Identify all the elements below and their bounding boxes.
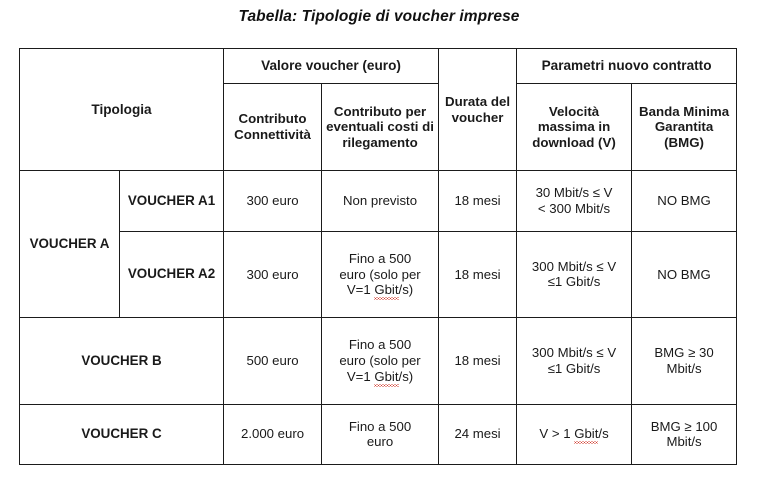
header-valore-voucher: Valore voucher (euro) — [224, 49, 439, 84]
rilegamento-b-line3 — [347, 369, 413, 384]
velocita-c-line — [539, 426, 608, 441]
row-sublabel-voucher-a1: VOUCHER A1 — [120, 171, 224, 231]
rilegamento-b-line3-post: /s) — [398, 368, 414, 384]
page-title: Tabella: Tipologie di voucher imprese — [238, 8, 520, 25]
rilegamento-a2-line3 — [347, 282, 413, 297]
header-banda-minima-garantita: Banda Minima Garantita (BMG) — [632, 84, 737, 171]
cell-bmg-a1: NO BMG — [632, 171, 737, 231]
cell-durata-a2: 18 mesi — [439, 231, 517, 317]
rilegamento-c-line1: Fino a 500 — [348, 418, 412, 434]
voucher-table-container — [19, 48, 736, 465]
bmg-b-line2: Mbit/s — [666, 360, 702, 376]
row-group-label-voucher-a: VOUCHER A — [20, 171, 120, 318]
header-contributo-rilegamento: Contributo per eventuali costi di rilegamento — [322, 84, 439, 171]
cell-durata-a1: 18 mesi — [439, 171, 517, 231]
cell-velocita-b — [517, 318, 632, 404]
cell-costi-rilegamento-a1: Non previsto — [322, 171, 439, 231]
velocita-b-line2: ≤1 Gbit/s — [547, 360, 601, 376]
header-parametri-nuovo-contratto: Parametri nuovo contratto — [517, 49, 737, 84]
velocita-a1-line1: 30 Mbit/s ≤ V — [535, 185, 613, 201]
rilegamento-b-line1: Fino a 500 — [348, 337, 412, 353]
rilegamento-b-line2: euro (solo per — [339, 352, 421, 368]
cell-contributo-connettivita-a2: 300 euro — [224, 231, 322, 317]
cell-costi-rilegamento-a2 — [322, 231, 439, 317]
cell-durata-b: 18 mesi — [439, 318, 517, 404]
bmg-c-line2: Mbit/s — [666, 434, 702, 450]
rilegamento-a2-line1: Fino a 500 — [348, 250, 412, 266]
spellcheck-flag-gbit: Gbit — [374, 368, 399, 384]
spellcheck-flag-gbit: Gbit — [574, 426, 599, 442]
header-velocita-massima: Velocità massima in download (V) — [517, 84, 632, 171]
cell-contributo-connettivita-a1: 300 euro — [224, 171, 322, 231]
row-sublabel-voucher-a2: VOUCHER A2 — [120, 231, 224, 317]
cell-velocita-a1 — [517, 171, 632, 231]
header-contributo-connettivita: Contributo Connettività — [224, 84, 322, 171]
cell-contributo-connettivita-c: 2.000 euro — [224, 404, 322, 464]
header-tipologia: Tipologia — [20, 49, 224, 171]
velocita-a1-line2: < 300 Mbit/s — [537, 200, 611, 216]
rilegamento-a2-line3-pre: V=1 — [346, 282, 375, 298]
cell-bmg-b — [632, 318, 737, 404]
table-row — [20, 231, 737, 317]
velocita-a2-line2: ≤1 Gbit/s — [547, 274, 601, 290]
rilegamento-c-line2: euro — [366, 434, 394, 450]
cell-costi-rilegamento-c — [322, 404, 439, 464]
cell-bmg-a2: NO BMG — [632, 231, 737, 317]
row-label-voucher-b: VOUCHER B — [20, 318, 224, 404]
spellcheck-flag-gbit: Gbit — [374, 282, 399, 298]
table-row — [20, 171, 737, 231]
velocita-c-post: /s — [598, 426, 609, 442]
rilegamento-a2-line3-post: /s) — [398, 282, 414, 298]
velocita-b-line1: 300 Mbit/s ≤ V — [531, 345, 617, 361]
header-durata-voucher: Durata del voucher — [439, 49, 517, 171]
bmg-c-line1: BMG ≥ 100 — [650, 418, 718, 434]
table-row — [20, 404, 737, 464]
velocita-c-pre: V > 1 — [539, 426, 575, 442]
cell-velocita-a2 — [517, 231, 632, 317]
row-label-voucher-c: VOUCHER C — [20, 404, 224, 464]
table-row — [20, 318, 737, 404]
rilegamento-a2-line2: euro (solo per — [339, 266, 421, 282]
rilegamento-b-line3-pre: V=1 — [346, 368, 375, 384]
cell-costi-rilegamento-b — [322, 318, 439, 404]
cell-bmg-c — [632, 404, 737, 464]
cell-velocita-c — [517, 404, 632, 464]
bmg-b-line1: BMG ≥ 30 — [654, 345, 714, 361]
velocita-a2-line1: 300 Mbit/s ≤ V — [531, 258, 617, 274]
header-row-groups — [20, 49, 737, 84]
voucher-table — [19, 48, 737, 465]
cell-durata-c: 24 mesi — [439, 404, 517, 464]
cell-contributo-connettivita-b: 500 euro — [224, 318, 322, 404]
